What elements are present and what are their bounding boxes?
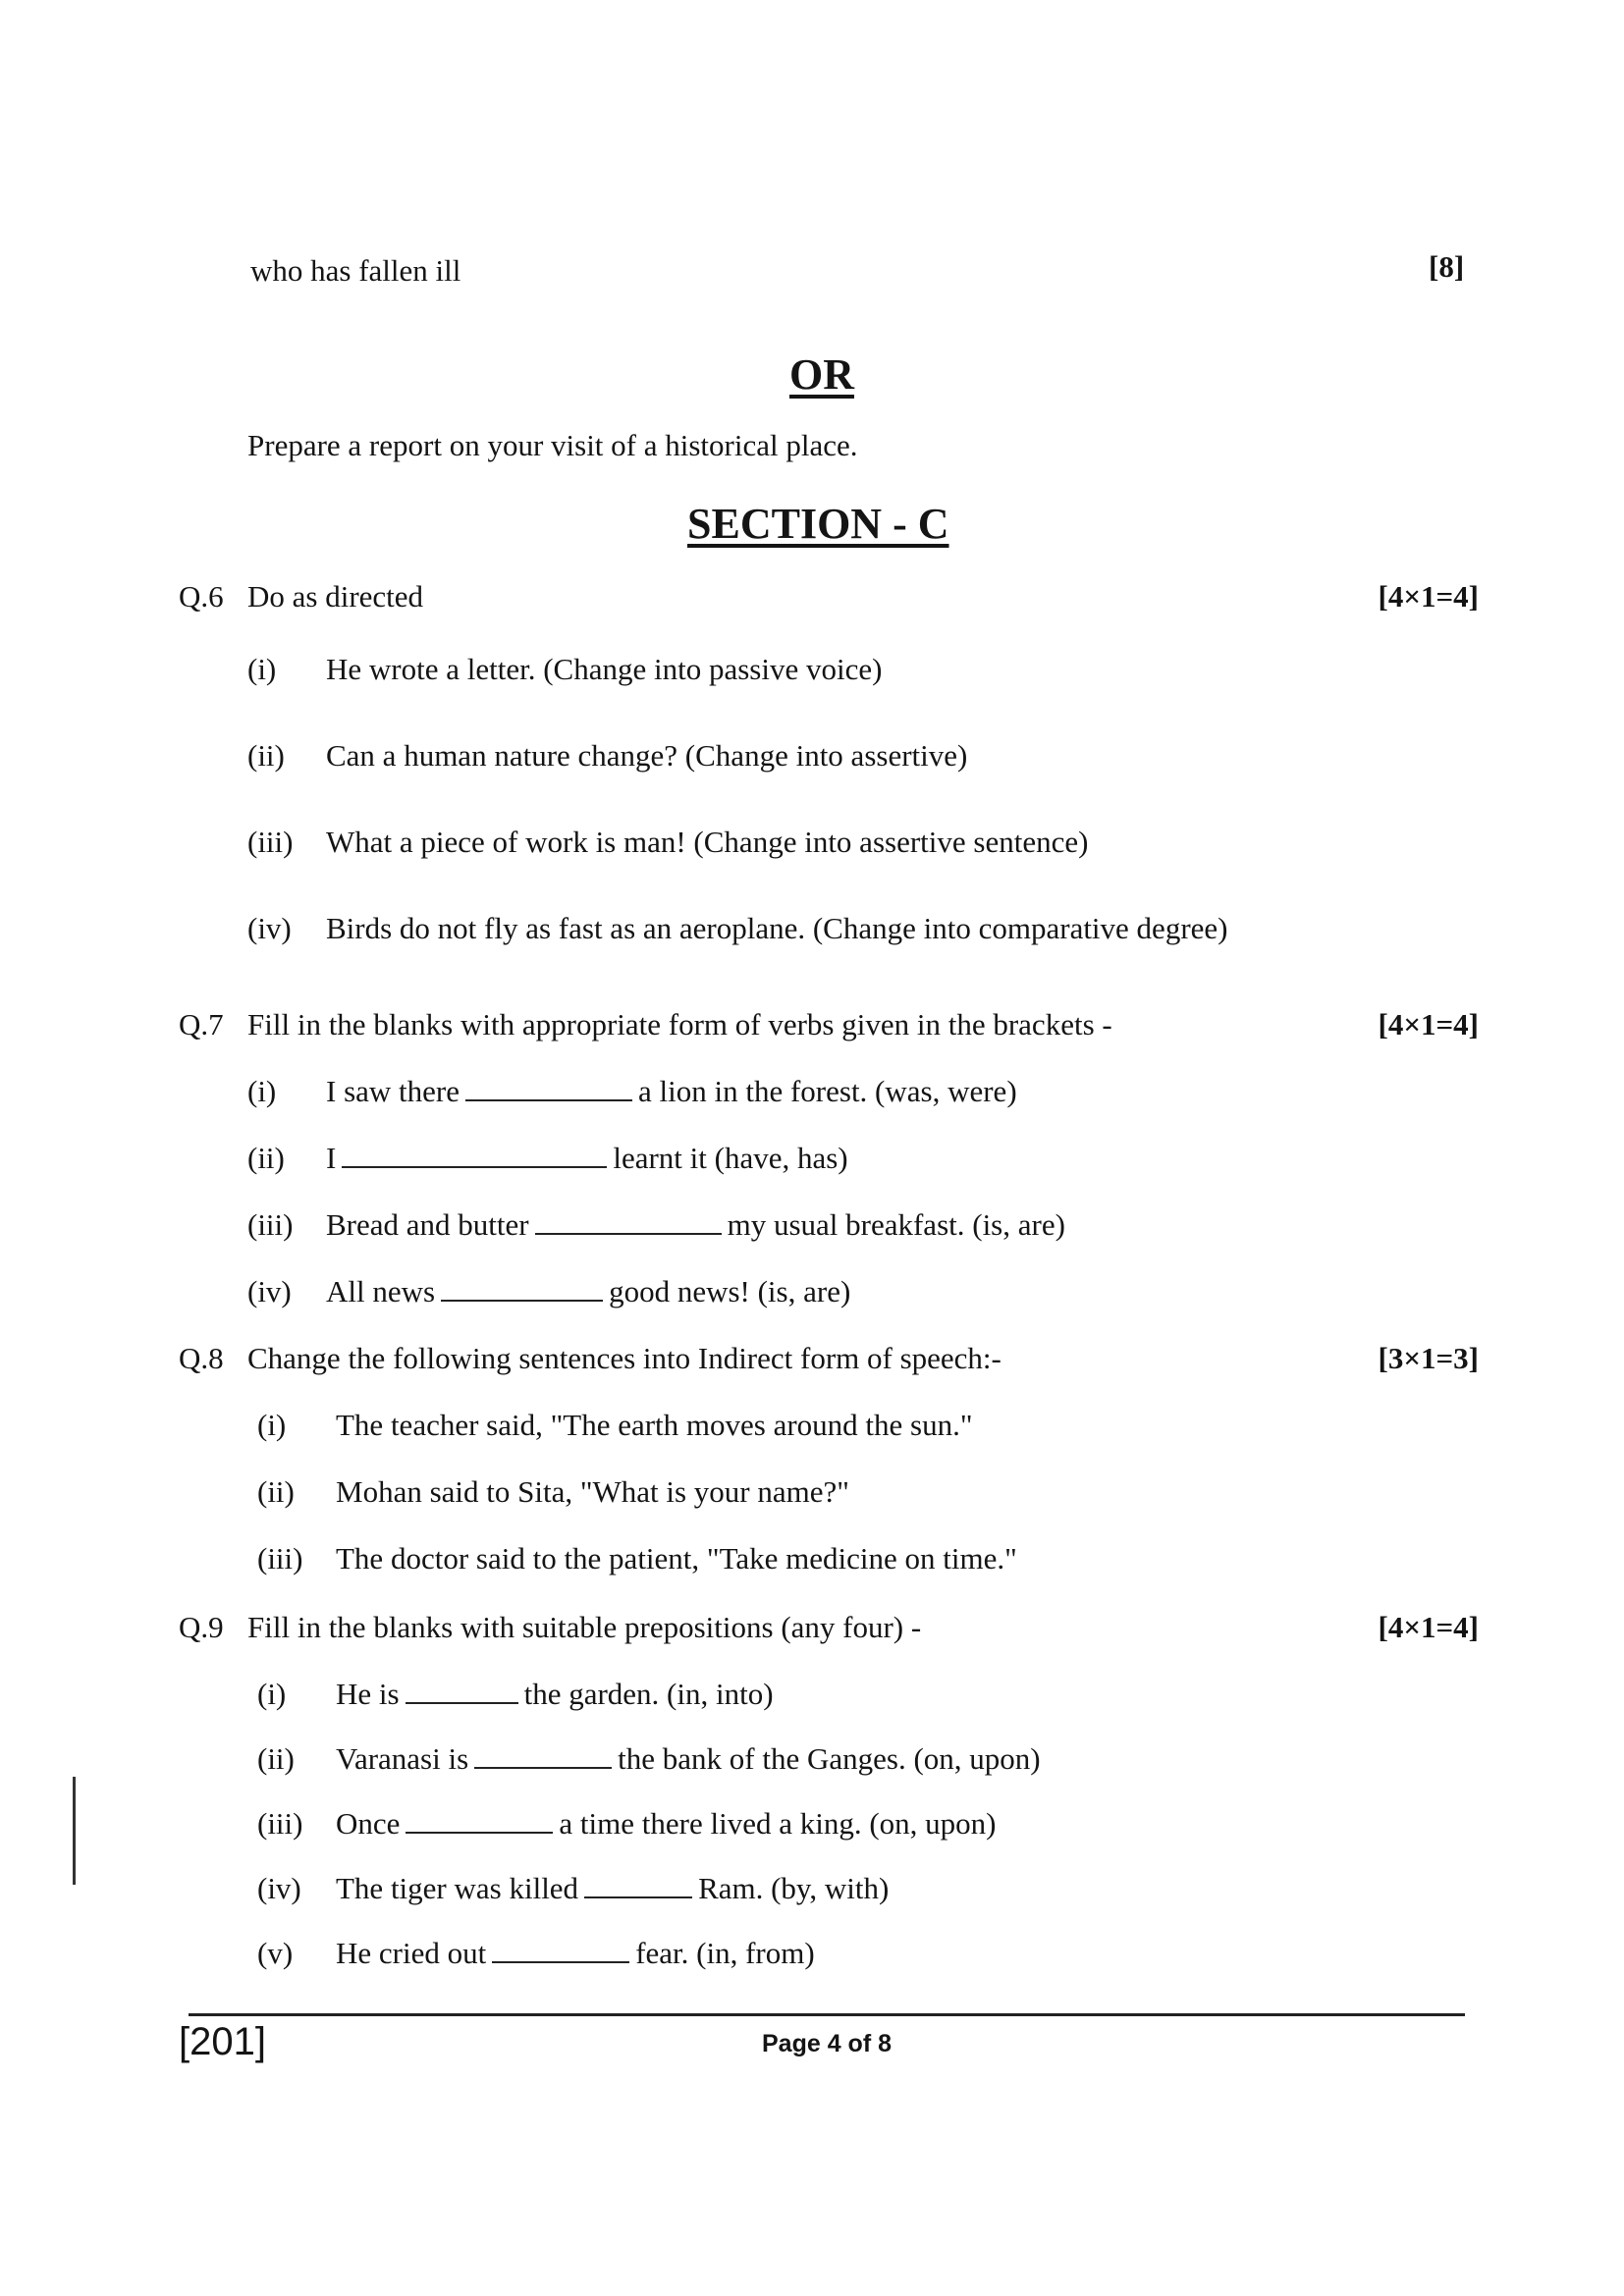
q6-item-2 — [247, 738, 967, 774]
question-marks: [4×1=4] — [1378, 1610, 1479, 1644]
q9-item-4 — [257, 1871, 889, 1906]
answer-blank — [535, 1211, 722, 1235]
q9-item-2 — [257, 1741, 1041, 1777]
item-before-blank: The tiger was killed — [336, 1871, 579, 1905]
page-number: Page 4 of 8 — [762, 2030, 892, 2057]
q9-item-5 — [257, 1936, 815, 1971]
q8-item-2 — [257, 1474, 849, 1510]
item-text: He wrote a letter. (Change into passive voice) — [326, 652, 883, 686]
item-number: (iv) — [247, 911, 292, 945]
answer-blank — [441, 1278, 603, 1302]
item-number: (iii) — [257, 1541, 303, 1575]
item-number: (iii) — [257, 1806, 303, 1841]
q9-item-3 — [257, 1806, 996, 1842]
question-marks: [4×1=4] — [1378, 579, 1479, 614]
item-number: (i) — [247, 1074, 277, 1108]
item-text: The doctor said to the patient, "Take medicine on time." — [336, 1541, 1017, 1575]
section-heading: SECTION - C — [687, 500, 949, 548]
item-after-blank: fear. (in, from) — [635, 1936, 815, 1970]
q9-item-1 — [257, 1677, 774, 1712]
answer-blank — [474, 1745, 612, 1769]
item-number: (iii) — [247, 825, 294, 859]
item-text: Can a human nature change? (Change into assertive) — [326, 738, 968, 773]
question-6-header — [179, 579, 1479, 618]
q7-item-4 — [247, 1274, 850, 1309]
item-after-blank: a lion in the forest. (was, were) — [638, 1074, 1017, 1108]
answer-blank — [406, 1810, 553, 1834]
question-marks: [4×1=4] — [1378, 1007, 1479, 1041]
q8-item-1 — [257, 1408, 973, 1443]
or-task-text: Prepare a report on your visit of a historical place. — [247, 428, 858, 462]
question-instruction: Fill in the blanks with suitable prepositions (any four) - — [247, 1610, 922, 1644]
item-after-blank: Ram. (by, with) — [698, 1871, 890, 1905]
question-7-header — [179, 1007, 1479, 1046]
item-number: (v) — [257, 1936, 294, 1970]
q6-item-4 — [247, 911, 1227, 946]
task-marks: [8] — [1429, 249, 1465, 284]
item-number: (i) — [247, 652, 277, 686]
item-before-blank: He cried out — [336, 1936, 487, 1970]
item-after-blank: a time there lived a king. (on, upon) — [559, 1806, 997, 1841]
answer-blank — [406, 1681, 518, 1704]
answer-blank — [492, 1940, 629, 1963]
item-before-blank: Varanasi is — [336, 1741, 469, 1776]
answer-blank — [342, 1145, 607, 1168]
item-number: (iv) — [257, 1871, 301, 1905]
question-instruction: Do as directed — [247, 579, 424, 614]
question-instruction: Fill in the blanks with appropriate form of verbs given in the brackets - — [247, 1007, 1112, 1041]
item-text: Birds do not fly as fast as an aeroplane. (Change into comparative degree) — [326, 911, 1228, 945]
answer-blank — [584, 1875, 692, 1898]
footer-rule — [189, 2013, 1465, 2016]
item-text: The teacher said, "The earth moves around the sun." — [336, 1408, 973, 1442]
question-number: Q.7 — [179, 1007, 224, 1041]
item-number: (ii) — [247, 1141, 285, 1175]
item-before-blank: Once — [336, 1806, 401, 1841]
question-number: Q.6 — [179, 579, 224, 614]
item-number: (ii) — [257, 1474, 295, 1509]
item-number: (ii) — [247, 738, 285, 773]
item-number: (i) — [257, 1408, 287, 1442]
item-number: (iii) — [247, 1207, 294, 1242]
q7-item-3 — [247, 1207, 1065, 1243]
item-after-blank: the garden. (in, into) — [523, 1677, 774, 1711]
item-after-blank: the bank of the Ganges. (on, upon) — [618, 1741, 1041, 1776]
q6-item-3 — [247, 825, 1088, 860]
item-before-blank: He is — [336, 1677, 400, 1711]
item-number: (ii) — [257, 1741, 295, 1776]
paper-code: [201] — [179, 2020, 266, 2063]
item-before-blank: I saw there — [326, 1074, 460, 1108]
item-text: Mohan said to Sita, "What is your name?" — [336, 1474, 849, 1509]
q7-item-2 — [247, 1141, 848, 1176]
answer-blank — [465, 1078, 632, 1101]
item-text: What a piece of work is man! (Change into assertive sentence) — [326, 825, 1089, 859]
q7-item-1 — [247, 1074, 1017, 1109]
item-before-blank: Bread and butter — [326, 1207, 529, 1242]
item-after-blank: good news! (is, are) — [609, 1274, 851, 1308]
q6-item-1 — [247, 652, 882, 687]
item-before-blank: All news — [326, 1274, 436, 1308]
question-number: Q.9 — [179, 1610, 224, 1644]
question-9-header — [179, 1610, 1479, 1649]
item-after-blank: learnt it (have, has) — [613, 1141, 848, 1175]
question-8-header — [179, 1341, 1479, 1380]
q8-item-3 — [257, 1541, 1017, 1576]
question-instruction: Change the following sentences into Indirect form of speech:- — [247, 1341, 1001, 1375]
or-heading: OR — [789, 350, 854, 399]
item-after-blank: my usual breakfast. (is, are) — [727, 1207, 1065, 1242]
item-number: (i) — [257, 1677, 287, 1711]
item-before-blank: I — [326, 1141, 337, 1175]
margin-mark — [73, 1777, 76, 1885]
question-number: Q.8 — [179, 1341, 224, 1375]
question-marks: [3×1=3] — [1378, 1341, 1479, 1375]
continued-task-text: who has fallen ill — [250, 253, 461, 288]
item-number: (iv) — [247, 1274, 292, 1308]
